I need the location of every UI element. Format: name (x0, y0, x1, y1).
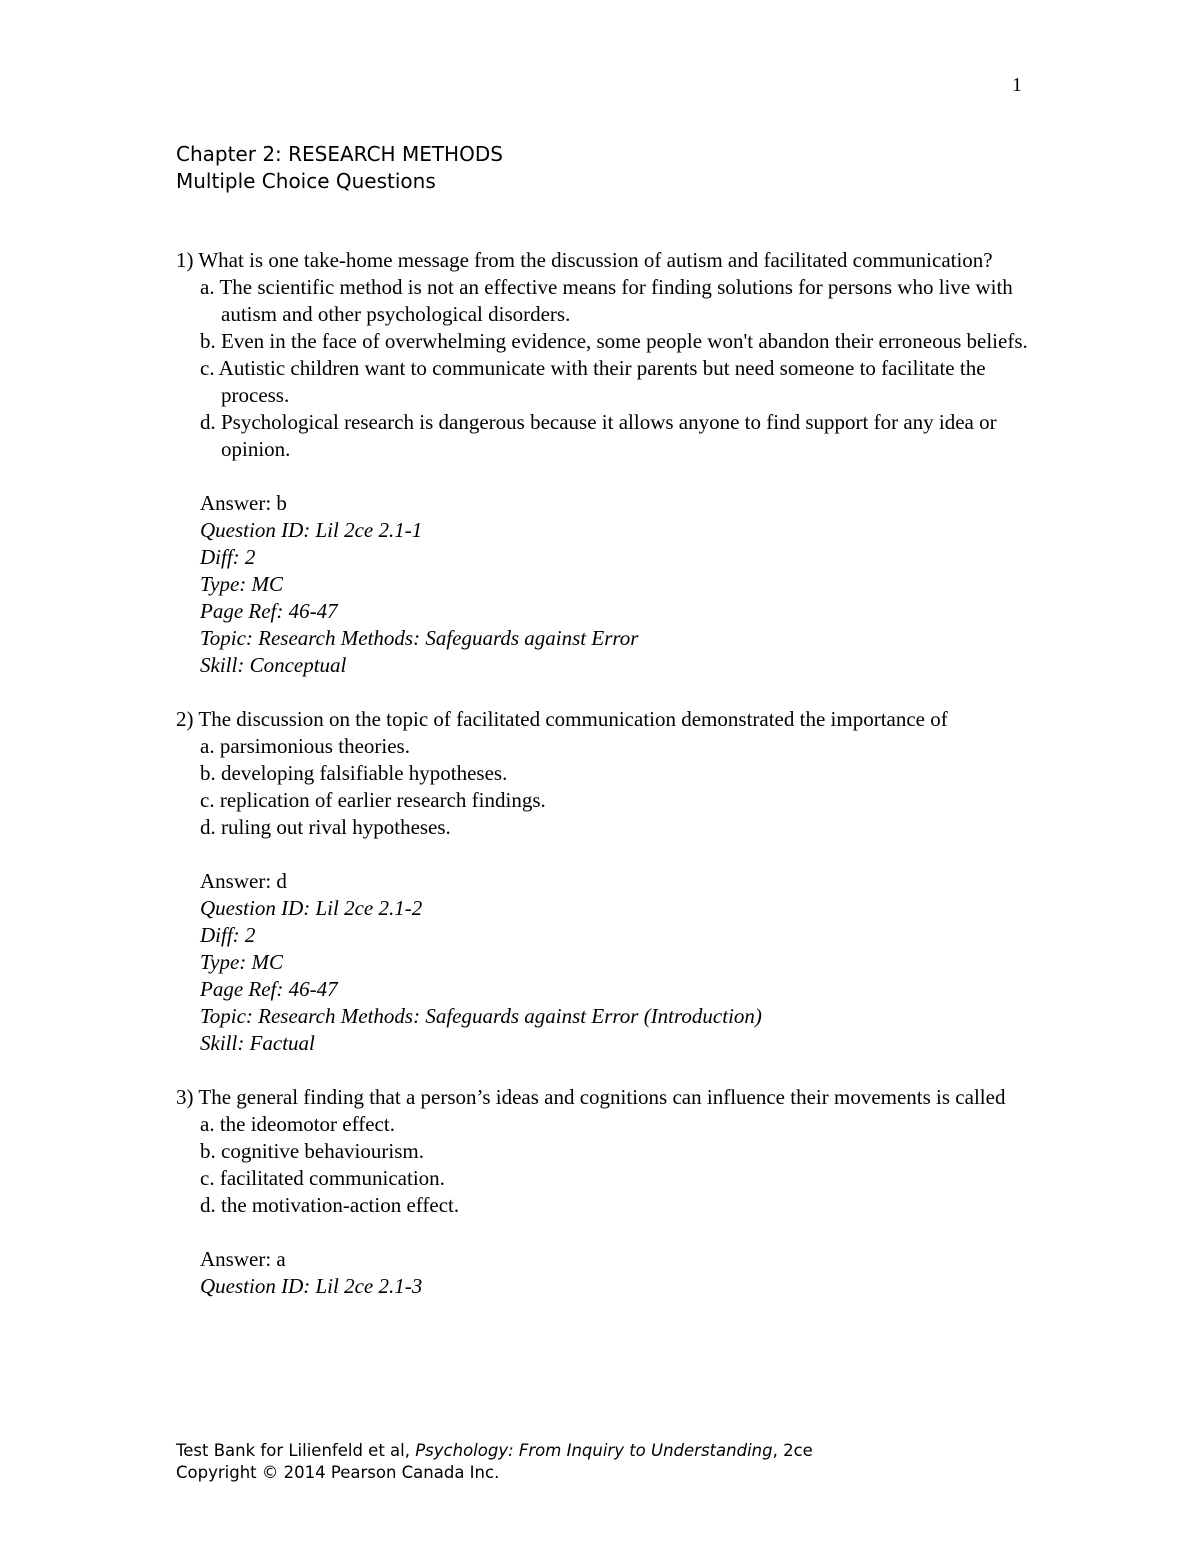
question-2 (176, 706, 1036, 1057)
question-metadata (200, 1246, 1036, 1300)
answer-key: Answer: b (200, 491, 287, 515)
answer-key: Answer: a (200, 1247, 286, 1271)
page-reference: Page Ref: 46-47 (200, 977, 338, 1001)
question-list (176, 247, 1036, 1327)
difficulty: Diff: 2 (200, 545, 256, 569)
question-id: Question ID: Lil 2ce 2.1-2 (200, 896, 423, 920)
section-subtitle: Multiple Choice Questions (176, 169, 436, 193)
page-reference: Page Ref: 46-47 (200, 599, 338, 623)
question-stem: 3) The general finding that a person’s ideas and cognitions can influence their movements is called (176, 1085, 1006, 1109)
chapter-heading (176, 141, 503, 195)
option-b: b. developing falsifiable hypotheses. (200, 761, 508, 785)
footer-citation-prefix: Test Bank for Lilienfeld et al, (176, 1441, 416, 1460)
answer-options (200, 1111, 1036, 1219)
option-d: d. ruling out rival hypotheses. (200, 815, 451, 839)
answer-options (200, 733, 1036, 841)
question-id: Question ID: Lil 2ce 2.1-1 (200, 518, 423, 542)
question-3 (176, 1084, 1036, 1300)
question-stem: 1) What is one take-home message from the discussion of autism and facilitated communication? (176, 248, 993, 272)
skill: Skill: Conceptual (200, 653, 347, 677)
question-type: Type: MC (200, 950, 284, 974)
option-b: b. Even in the face of overwhelming evidence, some people won't abandon their erroneous beliefs. (200, 329, 1028, 353)
question-metadata (200, 490, 1036, 679)
page-number: 1 (1012, 74, 1022, 96)
option-d: d. Psychological research is dangerous because it allows anyone to find support for any idea or opinion. (200, 410, 997, 461)
option-d: d. the motivation-action effect. (200, 1193, 460, 1217)
question-metadata (200, 868, 1036, 1057)
question-1 (176, 247, 1036, 679)
page-footer (176, 1440, 813, 1484)
footer-edition: , 2ce (772, 1441, 813, 1460)
footer-book-title: Psychology: From Inquiry to Understanding (415, 1441, 773, 1460)
option-c: c. Autistic children want to communicate with their parents but need someone to facilitate the process. (200, 356, 986, 407)
topic: Topic: Research Methods: Safeguards against Error (200, 626, 639, 650)
option-a: a. The scientific method is not an effective means for finding solutions for persons who live with autism and other psychological disorders. (200, 275, 1013, 326)
option-c: c. facilitated communication. (200, 1166, 445, 1190)
skill: Skill: Factual (200, 1031, 315, 1055)
question-id: Question ID: Lil 2ce 2.1-3 (200, 1274, 423, 1298)
footer-citation (176, 1440, 813, 1462)
option-b: b. cognitive behaviourism. (200, 1139, 424, 1163)
option-c: c. replication of earlier research findings. (200, 788, 546, 812)
difficulty: Diff: 2 (200, 923, 256, 947)
option-a: a. the ideomotor effect. (200, 1112, 395, 1136)
answer-key: Answer: d (200, 869, 287, 893)
answer-options (200, 274, 1036, 463)
option-a: a. parsimonious theories. (200, 734, 410, 758)
question-type: Type: MC (200, 572, 284, 596)
question-stem: 2) The discussion on the topic of facilitated communication demonstrated the importance of (176, 707, 948, 731)
chapter-title: Chapter 2: RESEARCH METHODS (176, 142, 503, 166)
footer-copyright: Copyright © 2014 Pearson Canada Inc. (176, 1463, 500, 1482)
topic: Topic: Research Methods: Safeguards against Error (Introduction) (200, 1004, 762, 1028)
